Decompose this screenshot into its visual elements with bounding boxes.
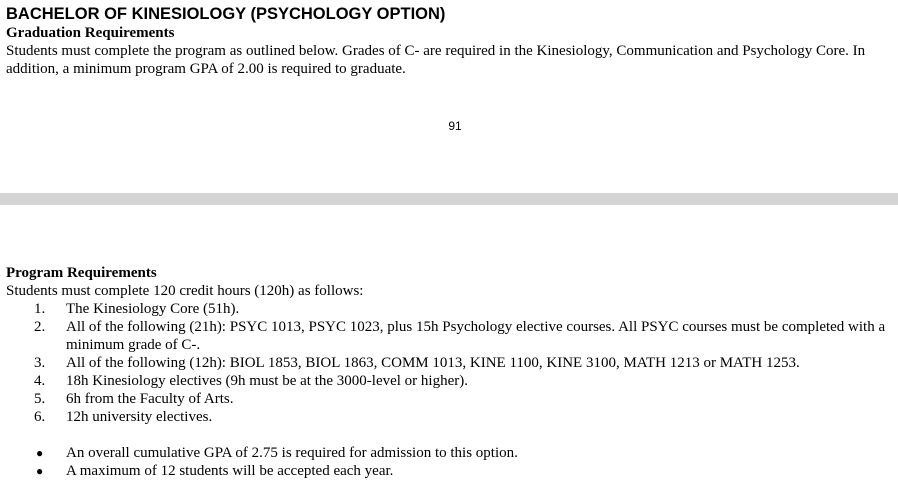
admission-notes-list: [6, 444, 894, 480]
page-bottom-section: [6, 264, 894, 480]
list-item: [6, 390, 894, 408]
list-item: [6, 354, 894, 372]
page-top-section: [6, 4, 894, 78]
list-spacer: [6, 426, 894, 444]
bullet-icon: ●: [36, 464, 44, 478]
list-item-text: The Kinesiology Core (51h).: [66, 301, 240, 317]
graduation-requirements-heading: Graduation Requirements: [6, 25, 175, 41]
requirements-list: [6, 300, 894, 426]
bullet-item-text: An overall cumulative GPA of 2.75 is required for admission to this option.: [66, 445, 518, 461]
program-requirements-intro: Students must complete 120 credit hours (120h) as follows:: [6, 283, 364, 299]
program-requirements-heading: Program Requirements: [6, 265, 157, 281]
list-item-number: 2.: [34, 319, 46, 335]
page-number: 91: [448, 119, 462, 133]
page-break-divider: [0, 193, 898, 205]
list-item-text: All of the following (12h): BIOL 1853, BIOL 1863, COMM 1013, KINE 1100, KINE 3100, MATH 1213 or MATH 1253.: [66, 355, 800, 371]
bullet-item: [6, 462, 894, 480]
list-item-number: 6.: [34, 409, 46, 425]
bullet-item-text: A maximum of 12 students will be accepted each year.: [66, 463, 394, 479]
list-item: [6, 408, 894, 426]
list-item-number: 3.: [34, 355, 46, 371]
list-item-text: All of the following (21h): PSYC 1013, PSYC 1023, plus 15h Psychology elective courses. All PSYC courses must be completed with a minimum grade of C-.: [66, 319, 886, 353]
list-item: [6, 318, 894, 354]
list-item-number: 5.: [34, 391, 46, 407]
list-item-text: 6h from the Faculty of Arts.: [66, 391, 234, 407]
list-item-number: 4.: [34, 373, 46, 389]
list-item-text: 12h university electives.: [66, 409, 213, 425]
list-item: [6, 300, 894, 318]
list-item-text: 18h Kinesiology electives (9h must be at the 3000-level or higher).: [66, 373, 468, 389]
bullet-icon: ●: [36, 446, 44, 460]
list-item: [6, 372, 894, 390]
graduation-requirements-text: Students must complete the program as outlined below. Grades of C- are required in the Kinesiology, Communication and Psychology Core. In addition, a minimum program GPA of 2.00 is required to graduate.: [6, 43, 866, 77]
document-title: BACHELOR OF KINESIOLOGY (PSYCHOLOGY OPTION): [6, 5, 446, 23]
bullet-item: [6, 444, 894, 462]
list-item-number: 1.: [34, 301, 46, 317]
